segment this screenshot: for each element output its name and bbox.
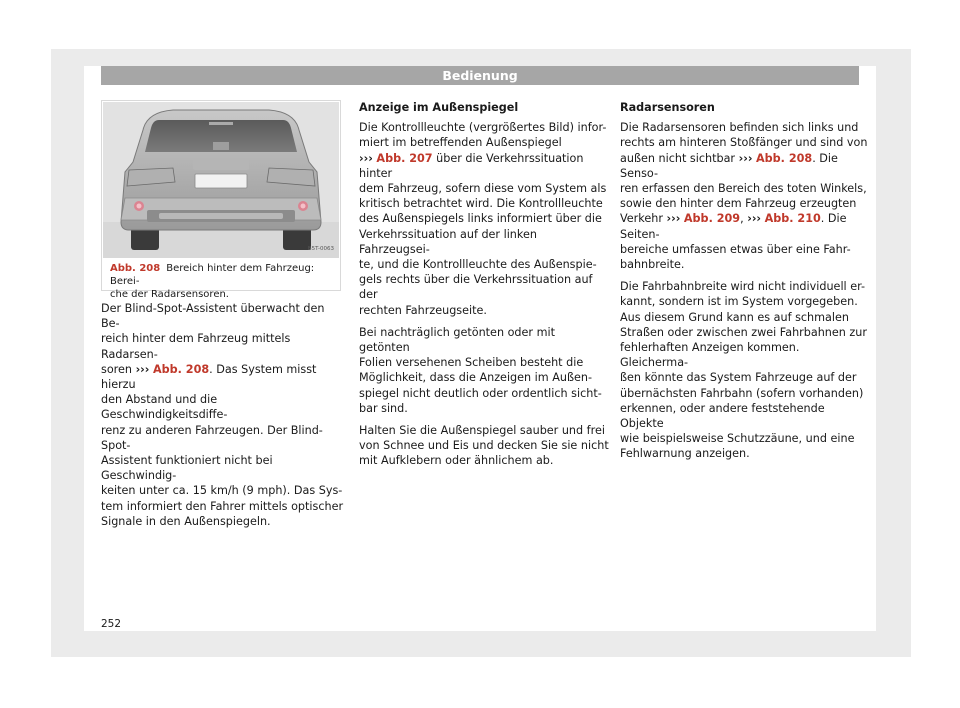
car-rear-illustration xyxy=(103,102,339,258)
anzeige-paragraph-1: Die Kontrollleuchte (vergrößertes Bild) infor- miert im betreffenden Außenspiegel ››› Abb. 207 über die Verkehrssituation hinter dem Fahrzeug, sofern diese vom System als kritisch betrachtet wird. Die Kontrollleuchte des Außenspiegels links informiert über die Verkehrssituation auf der linken Fahrzeugsei- te, und die Kontrollleuchte des Außenspie- gels rechts über die Verkehrssituation auf der rechten Fahrzeugseite. xyxy=(359,121,607,317)
caption-line-1: Bereich hinter dem Fahrzeug: Berei- xyxy=(110,263,315,287)
figure-number: Abb. 208 xyxy=(110,263,161,274)
radar-paragraph-2: Die Fahrbahnbreite wird nicht individuell er- kannt, sondern ist im System vorgegeben. Aus diesem Grund kann es auf schmalen Straßen oder zwischen zwei Fahrbahnen zur fehlerhaften Anzeigen kommen. Gleicherma- ßen könnte das System Fahrzeuge auf der übernächsten Fahrbahn (sofern vorhanden) erkennen, oder andere feststehende Objekte wie beispielsweise Schutzzäune, und eine Fehlwarnung anzeigen. xyxy=(620,280,867,461)
link-abb-209[interactable]: Abb. 209 xyxy=(683,212,741,226)
column-1 xyxy=(101,301,346,536)
radar-paragraph-1: Die Radarsensoren befinden sich links und rechts am hinteren Stoßfänger und sind von außen nicht sichtbar ››› Abb. 208. Die Senso- ren erfassen den Bereich des toten Winkels, sowie den hinter dem Fahrzeug erzeugten Verkehr ››› Abb. 209, ››› Abb. 210. Die Seiten- bereiche umfassen etwas über eine Fahr- bahnbreite. xyxy=(620,121,868,272)
page-number: 252 xyxy=(101,618,122,630)
ref-arrow: ››› xyxy=(747,212,762,226)
link-abb-210[interactable]: Abb. 210 xyxy=(764,212,821,226)
ref-arrow: ››› xyxy=(135,362,150,376)
link-abb-207[interactable]: Abb. 207 xyxy=(376,151,433,165)
intro-paragraph: Der Blind-Spot-Assistent überwacht den Be- reich hinter dem Fahrzeug mittels Radarsen- soren ››› Abb. 208. Das System misst hierzu den Abstand und die Geschwindigkeitsdiffe- renz zu anderen Fahrzeugen. Der Blind-Spot- Assistent funktioniert nicht bei Geschwindig- keiten unter ca. 15 km/h (9 mph). Das Sys- tem informiert den Fahrer mittels optischer Signale in den Außenspiegeln. xyxy=(101,302,344,528)
figure-208 xyxy=(101,100,341,300)
figure-caption xyxy=(110,262,336,301)
anzeige-paragraph-3: Halten Sie die Außenspiegel sauber und frei von Schnee und Eis und decken Sie sie nicht mit Aufklebern oder ähnlichem ab. xyxy=(359,424,609,468)
ref-arrow: ››› xyxy=(666,212,681,226)
heading-radarsensoren: Radarsensoren xyxy=(620,101,715,114)
column-3 xyxy=(620,100,870,469)
anzeige-paragraph-2: Bei nachträglich getönten oder mit getönten Folien versehenen Scheiben besteht die Möglichkeit, dass die Anzeigen im Außen- spiegel nicht deutlich oder ordentlich sicht- bar sind. xyxy=(359,325,602,415)
heading-anzeige: Anzeige im Außenspiegel xyxy=(359,101,519,114)
caption-line-2: che der Radarsensoren. xyxy=(110,289,229,300)
link-abb-208[interactable]: Abb. 208 xyxy=(756,151,813,165)
section-header: Bedienung xyxy=(101,66,859,85)
column-2 xyxy=(359,100,609,476)
figure-code: B5T-0063 xyxy=(307,246,334,252)
ref-arrow: ››› xyxy=(359,151,373,165)
link-abb-208[interactable]: Abb. 208 xyxy=(152,362,210,376)
ref-arrow: ››› xyxy=(738,151,753,165)
